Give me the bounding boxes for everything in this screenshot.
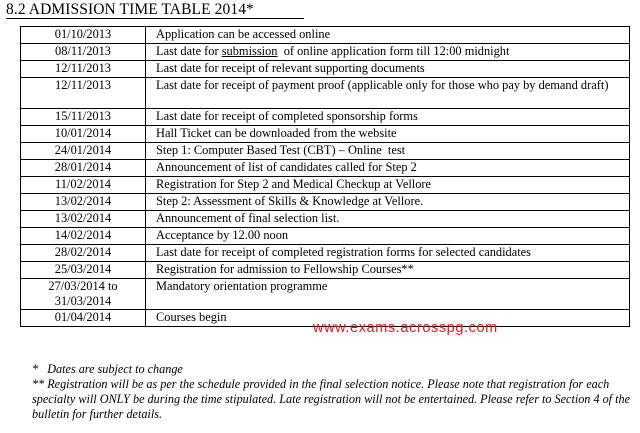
event-cell: Courses begin bbox=[146, 310, 630, 327]
date-cell: 13/02/2014 bbox=[21, 211, 146, 228]
table-row bbox=[21, 78, 630, 109]
event-cell: Announcement of list of candidates called for Step 2 bbox=[146, 160, 630, 177]
event-cell: Application can be accessed online bbox=[146, 27, 630, 44]
event-cell: Hall Ticket can be downloaded from the website bbox=[146, 126, 630, 143]
event-cell: Mandatory orientation programme bbox=[146, 279, 630, 310]
event-cell: Last date for receipt of payment proof (applicable only for those who pay by demand draft) bbox=[146, 78, 630, 109]
table-row bbox=[21, 262, 630, 279]
table-row bbox=[21, 194, 630, 211]
table-row bbox=[21, 61, 630, 78]
event-cell: Acceptance by 12.00 noon bbox=[146, 228, 630, 245]
event-cell: Registration for admission to Fellowship Courses** bbox=[146, 262, 630, 279]
date-cell: 01/10/2013 bbox=[21, 27, 146, 44]
event-cell bbox=[146, 44, 630, 61]
event-cell: Step 2: Assessment of Skills & Knowledge at Vellore. bbox=[146, 194, 630, 211]
date-cell: 27/03/2014 to 31/03/2014 bbox=[21, 279, 146, 310]
date-cell: 12/11/2013 bbox=[21, 78, 146, 109]
event-cell: Announcement of final selection list. bbox=[146, 211, 630, 228]
date-cell: 10/01/2014 bbox=[21, 126, 146, 143]
date-cell: 28/01/2014 bbox=[21, 160, 146, 177]
event-cell: Step 1: Computer Based Test (CBT) – Online test bbox=[146, 143, 630, 160]
table-row bbox=[21, 126, 630, 143]
event-underlined-text: submission bbox=[221, 44, 278, 58]
date-cell: 01/04/2014 bbox=[21, 310, 146, 327]
table-row bbox=[21, 177, 630, 194]
table-row bbox=[21, 228, 630, 245]
table-row bbox=[21, 27, 630, 44]
date-cell: 14/02/2014 bbox=[21, 228, 146, 245]
event-cell: Last date for receipt of completed registration forms for selected candidates bbox=[146, 245, 630, 262]
table-row bbox=[21, 279, 630, 310]
date-cell: 11/02/2014 bbox=[21, 177, 146, 194]
admission-timetable bbox=[20, 26, 630, 327]
date-cell: 28/02/2014 bbox=[21, 245, 146, 262]
table-row bbox=[21, 160, 630, 177]
event-text: Last date for bbox=[156, 44, 222, 58]
date-cell: 15/11/2013 bbox=[21, 109, 146, 126]
table-row bbox=[21, 109, 630, 126]
table-row bbox=[21, 44, 630, 61]
table-row bbox=[21, 245, 630, 262]
table-row bbox=[21, 211, 630, 228]
watermark-url: www.exams.acrosspg.com bbox=[313, 320, 498, 336]
footnotes bbox=[32, 362, 638, 422]
title-underline bbox=[6, 18, 304, 19]
table-row bbox=[21, 143, 630, 160]
date-cell: 25/03/2014 bbox=[21, 262, 146, 279]
event-text: of online application form till 12:00 midnight bbox=[277, 44, 510, 58]
date-cell: 24/01/2014 bbox=[21, 143, 146, 160]
event-cell: Registration for Step 2 and Medical Checkup at Vellore bbox=[146, 177, 630, 194]
event-cell: Last date for receipt of relevant supporting documents bbox=[146, 61, 630, 78]
date-cell: 12/11/2013 bbox=[21, 61, 146, 78]
date-cell: 13/02/2014 bbox=[21, 194, 146, 211]
footnote-2: ** Registration will be as per the schedule provided in the final selection notice. Please note that registration for each specialty will ONLY be during the time stipulated. Late registration will not be entertained. Please refer to Section 4 of the bulletin for further details. bbox=[32, 377, 631, 421]
date-cell: 08/11/2013 bbox=[21, 44, 146, 61]
event-cell: Last date for receipt of completed sponsorship forms bbox=[146, 109, 630, 126]
footnote-1: * Dates are subject to change bbox=[32, 362, 183, 376]
page-title: 8.2 ADMISSION TIME TABLE 2014* bbox=[6, 1, 254, 18]
